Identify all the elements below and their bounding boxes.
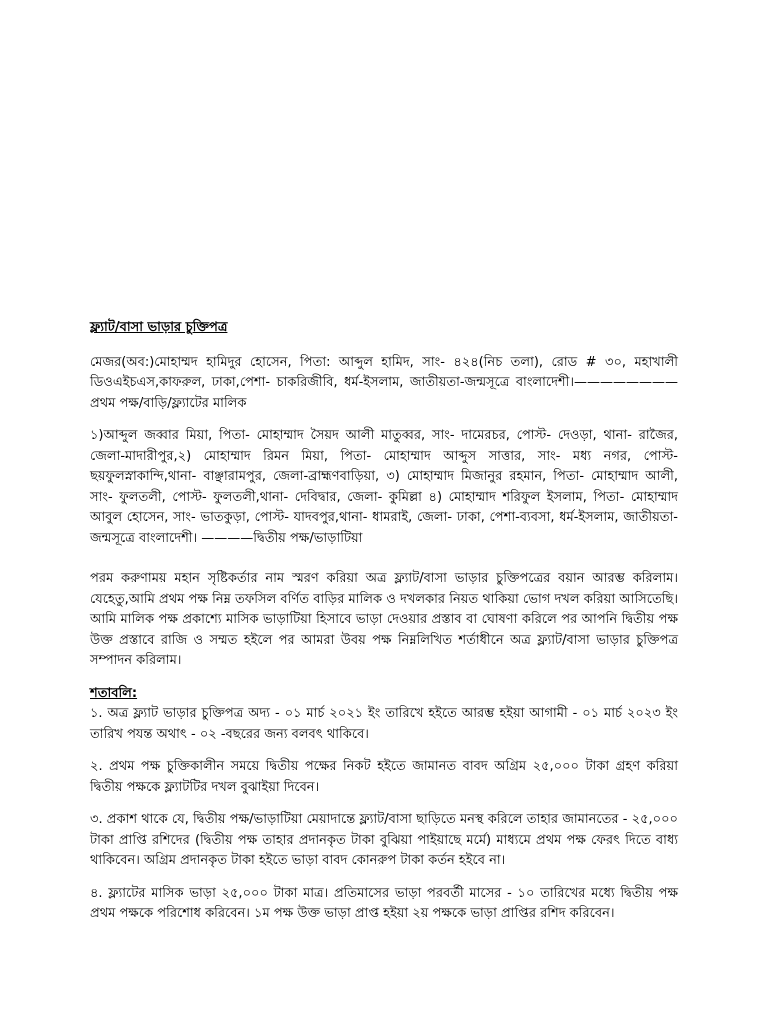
intro-paragraph: পরম করুণাময় মহান সৃষ্টিকর্তার নাম স্মরণ করিয়া অত্র ফ্ল্যাট/বাসা ভাড়ার চুক্তিপত্রের বয়ান আরম্ভ করিলাম। যেহেতু,আমি প্রথম পক্ষ নিম্ন তফসিল বর্ণিত বাড়ির মালিক ও দখলকার নিয়ত থাকিয়া ভোগ দখল করিয়া আসিতেছি। আমি মালিক পক্ষ প্রকাশ্যে মাসিক ভাড়াটিয়া হিসাবে ভাড়া দেওয়ার প্রস্তাব বা ঘোষণা করিলে পর আপনি দ্বিতীয় পক্ষ উক্ত প্রস্তাবে রাজি ও সম্মত হইলে পর আমরা উবয় পক্ষ নিম্নলিখিত শর্তাধীনে অত্র ফ্ল্যাট/বাসা ভাড়ার চুক্তিপত্র সম্পাদন করিলাম।	[90, 571, 678, 668]
document-page	[90, 318, 678, 925]
terms-heading: শতাবলি:	[90, 685, 138, 701]
term-item: ৩. প্রকাশ থাকে যে, দ্বিতীয় পক্ষ/ভাড়াটিয়া মেয়াদান্তে ফ্ল্যাট/বাসা ছাড়িতে মনস্থ করিলে তাহার জামানতের - ২৫,০০০ টাকা প্রাপ্তি রশিদের (দ্বিতীয় পক্ষ তাহার প্রদানকৃত টাকা বুঝিয়া পাইয়াছে মর্মে) মাধ্যমে প্রথম পক্ষ ফেরৎ দিতে বাধ্য থাকিবেন। অগ্রিম প্রদানকৃত টাকা হইতে ভাড়া বাবদ কোনরুপ টাকা কর্তন হইবে না।	[90, 812, 678, 868]
document-title: ফ্ল্যাট/বাসা ভাড়ার চুক্তিপত্র	[90, 320, 228, 335]
term-item: ১. অত্র ফ্ল্যাট ভাড়ার চুক্তিপত্র অদ্য - ০১ মার্চ ২০২১ ইং তারিখে হইতে আরম্ভ হইয়া আগামী - ০১ মার্চ ২০২৩ ইং তারিখ পযন্ত অথাৎ - ০২ -বছরের জন্য বলবৎ থাকিবে।	[90, 706, 678, 742]
second-party-paragraph: ১)আব্দুল জব্বার মিয়া, পিতা- মোহাম্মাদ সৈয়দ আলী মাতুব্বর, সাং- দামেরচর, পোস্ট- দেওড়া, থানা- রাজৈর, জেলা-মাদারীপুর,২) মোহাম্মাদ রিমন মিয়া, পিতা- মোহাম্মাদ আব্দুস সাত্তার, সাং- মধ্য নগর, পোস্ট- ছয়ফুলস্নাকান্দি,থানা- বাঞ্ছারামপুর, জেলা-ব্রাহ্মণবাড়িয়া, ৩) মোহাম্মাদ মিজানুর রহমান, পিতা- মোহাম্মাদ আলী, সাং- ফুলতলী, পোস্ট- ফুলতলী,থানা- দেবিদ্বার, জেলা- কুমিল্লা ৪) মোহাম্মাদ শরিফুল ইসলাম, পিতা- মোহাম্মাদ আবুল হোসেন, সাং- ভাতকুড়া, পোস্ট- যাদবপুর,থানা- ধামরাই, জেলা- ঢাকা, পেশা-ব্যবসা, ধর্ম-ইসলাম, জাতীয়তা-জন্মসূত্রে বাংলাদেশী। ————দ্বিতীয় পক্ষ/ভাড়াটিয়া	[90, 428, 678, 546]
term-item: ৪. ফ্ল্যাটের মাসিক ভাড়া ২৫,০০০ টাকা মাত্র। প্রতিমাসের ভাড়া পরবর্তী মাসের - ১০ তারিখের মধ্যে দ্বিতীয় পক্ষ প্রথম পক্ষকে পরিশোধ করিবেন। ১ম পক্ষ উক্ত ভাড়া প্রাপ্ত হইয়া ২য় পক্ষকে ভাড়া প্রাপ্তির রশিদ করিবেন।	[90, 885, 678, 921]
term-item: ২. প্রথম পক্ষ চুক্তিকালীন সময়ে দ্বিতীয় পক্ষের নিকট হইতে জামানত বাবদ অগ্রিম ২৫,০০০ টাকা গ্রহণ করিয়া দ্বিতীয় পক্ষকে ফ্ল্যাটটির দখল বুঝাইয়া দিবেন।	[90, 759, 678, 795]
first-party-paragraph: মেজর(অব:)মোহাম্মদ হামিদুর হোসেন, পিতা: আব্দুল হামিদ, সাং- ৪২৪(নিচ তলা), রোড # ৩০, মহাখালী ডিওএইচএস,কাফরুল, ঢাকা,পেশা- চাকরিজীবি, ধর্ম-ইসলাম, জাতীয়তা-জন্মসূত্রে বাংলাদেশী।———————— প্রথম পক্ষ/বাড়ি/ফ্ল্যাটের মালিক	[90, 354, 678, 411]
